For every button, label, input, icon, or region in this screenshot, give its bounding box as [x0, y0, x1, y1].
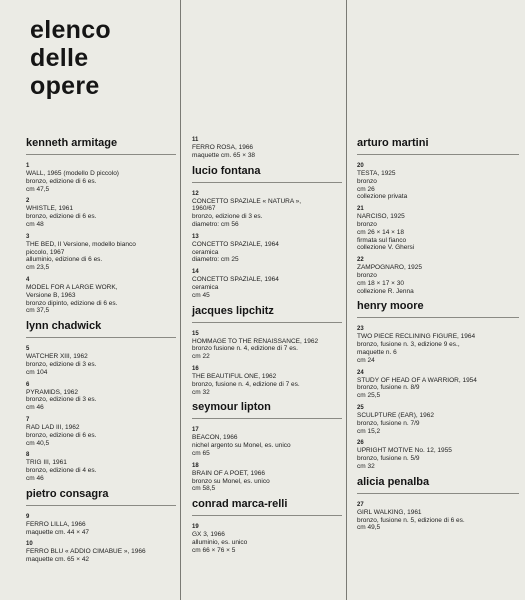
artwork-detail-line: FERRO LILLA, 1966: [26, 520, 86, 528]
artwork-number: 1: [26, 163, 30, 169]
artwork-number: 14: [192, 269, 199, 276]
artwork-number: 19: [192, 524, 199, 531]
artwork-detail-line: bronzo, edizione di 3 es.: [192, 213, 263, 221]
artwork-entry: [192, 233, 342, 264]
artwork-detail-line: cm 32: [192, 388, 210, 396]
artwork-entry: [26, 233, 176, 272]
artwork-detail-line: ZAMPOGNARO, 1925: [357, 264, 423, 272]
artwork-detail-line: cm 46: [26, 474, 44, 482]
artwork-detail-line: collezione privata: [357, 193, 408, 201]
column-3: [357, 136, 519, 536]
artwork-detail-line: UPRIGHT MOTIVE No. 12, 1955: [357, 447, 452, 455]
artwork-detail-line: cm 24: [357, 356, 375, 364]
artwork-detail-line: bronzo, fusione n. 4, edizione di 7 es.: [192, 380, 300, 388]
artwork-detail-line: cm 47,5: [26, 185, 50, 193]
artwork-detail-line: FERRO BLU « ADDIO CIMABUE », 1966: [26, 548, 146, 556]
artwork-entry: [192, 190, 342, 229]
artist-heading: jacques lipchitz: [192, 304, 342, 323]
artwork-entry: [357, 162, 519, 201]
artwork-entry: [26, 345, 176, 376]
artwork-detail-line: bronzo, fusione n. 7/9: [357, 419, 420, 427]
artist-heading: conrad marca-relli: [192, 497, 342, 516]
artwork-detail-line: cm 32: [357, 462, 375, 470]
artwork-detail-line: ceramica: [192, 248, 219, 256]
column-2: [192, 136, 342, 559]
artwork-detail-line: diametro: cm 25: [192, 256, 239, 264]
column-divider: [180, 0, 181, 600]
artwork-number: 27: [357, 501, 364, 508]
artwork-detail-line: WHISTLE, 1961: [26, 205, 73, 213]
artwork-detail-line: CONCETTO SPAZIALE, 1964: [192, 240, 279, 248]
artwork-number: 9: [26, 513, 30, 520]
title-line: elenco: [30, 16, 111, 44]
artwork-detail-line: maquette cm. 65 × 38: [192, 151, 256, 159]
page-title: [30, 16, 111, 100]
artwork-entry: [26, 381, 176, 412]
artwork-number: 21: [357, 206, 364, 213]
artwork-entry: [26, 540, 176, 564]
artwork-detail-line: cm 58,5: [192, 485, 216, 493]
artwork-detail-line: cm 25,5: [357, 392, 381, 400]
artwork-detail-line: TESTA, 1925: [357, 170, 396, 177]
artwork-detail-line: GX 3, 1966: [192, 531, 225, 539]
artwork-detail-line: bronzo, edizione di 3 es.: [26, 396, 97, 404]
artwork-detail-line: NARCISO, 1925: [357, 213, 405, 221]
artwork-number: 22: [357, 257, 364, 264]
artist-heading: alicia penalba: [357, 475, 519, 494]
artwork-detail-line: bronzo fusione n. 4, edizione di 7 es.: [192, 345, 298, 353]
artwork-number: 5: [26, 346, 30, 353]
artwork-entry: [26, 513, 176, 537]
artwork-detail-line: cm 40,5: [26, 439, 50, 447]
artist-heading: lucio fontana: [192, 164, 342, 183]
artwork-entry: [192, 330, 342, 361]
artwork-detail-line: RAD LAD III, 1962: [26, 423, 80, 431]
artwork-entry: [357, 205, 519, 252]
column-divider: [346, 0, 347, 600]
artwork-detail-line: bronzo, edizione di 4 es.: [26, 467, 97, 475]
artwork-number: 24: [357, 369, 364, 376]
artwork-entry: [26, 451, 176, 482]
artwork-detail-line: cm 23,5: [26, 264, 50, 272]
artwork-number: 4: [26, 276, 30, 283]
artwork-detail-line: SCULPTURE (EAR), 1962: [357, 411, 434, 419]
artwork-entry: [192, 365, 342, 396]
artwork-detail-line: WATCHER XIII, 1962: [26, 353, 88, 361]
artwork-detail-line: CONCETTO SPAZIALE, 1964: [192, 276, 279, 284]
artwork-number: 15: [192, 330, 199, 337]
artwork-detail-line: cm 66 × 76 × 5: [192, 546, 236, 554]
artwork-detail-line: bronzo, edizione di 3 es.: [26, 360, 97, 368]
artist-heading: pietro consagra: [26, 487, 176, 506]
artwork-detail-line: TRIG III, 1961: [26, 459, 67, 467]
artwork-entry: [357, 325, 519, 364]
artwork-number: 8: [26, 452, 30, 459]
artwork-detail-line: cm 26: [357, 185, 375, 193]
artwork-detail-line: bronzo, fusione n. 3, edizione 9 es.,: [357, 341, 460, 349]
artwork-entry: [26, 162, 176, 193]
artwork-number: 3: [26, 233, 30, 240]
artwork-detail-line: cm 104: [26, 368, 48, 376]
artwork-detail-line: cm 45: [192, 291, 210, 299]
artwork-detail-line: cm 65: [192, 449, 210, 457]
artwork-detail-line: alluminio, es. unico: [192, 538, 248, 546]
artwork-detail-line: GIRL WALKING, 1961: [357, 508, 422, 516]
artwork-detail-line: bronzo: [357, 271, 377, 279]
column-1: [26, 136, 176, 568]
artwork-detail-line: STUDY OF HEAD OF A WARRIOR, 1954: [357, 376, 477, 384]
artwork-entry: [26, 197, 176, 228]
artwork-detail-line: Versione B, 1963: [26, 291, 76, 299]
artwork-number: 10: [26, 541, 33, 548]
artwork-number: 20: [357, 163, 364, 169]
artwork-detail-line: THE BEAUTIFUL ONE, 1962: [192, 372, 277, 380]
artwork-detail-line: bronzo: [357, 220, 377, 228]
artwork-detail-line: MODEL FOR A LARGE WORK,: [26, 283, 118, 291]
artwork-detail-line: PYRAMIDS, 1962: [26, 388, 79, 396]
artwork-number: 7: [26, 416, 30, 423]
artwork-detail-line: cm 48: [26, 220, 44, 228]
artwork-number: 26: [357, 440, 364, 447]
artwork-detail-line: collezione R. Jenna: [357, 287, 414, 295]
artwork-detail-line: alluminio, edizione di 6 es.: [26, 256, 103, 264]
artwork-detail-line: bronzo, fusione n. 8/9: [357, 384, 420, 392]
artwork-number: 2: [26, 198, 30, 205]
title-line: delle: [30, 44, 89, 72]
artwork-number: 16: [192, 365, 199, 372]
artwork-detail-line: bronzo, fusione n. 5/9: [357, 455, 420, 463]
artwork-detail-line: nichel argento su Monel, es. unico: [192, 442, 291, 450]
artist-heading: henry moore: [357, 299, 519, 318]
artwork-detail-line: TWO PIECE RECLINING FIGURE, 1964: [357, 333, 476, 341]
artwork-detail-line: bronzo, fusione n. 5, edizione di 6 es.: [357, 516, 465, 524]
artwork-detail-line: bronzo, edizione di 6 es.: [26, 431, 97, 439]
artwork-entry: [192, 136, 342, 160]
artwork-number: 18: [192, 462, 199, 469]
artwork-detail-line: cm 18 × 17 × 30: [357, 279, 404, 287]
artwork-entry: [26, 276, 176, 315]
artwork-detail-line: bronzo, edizione di 6 es.: [26, 177, 97, 185]
artwork-detail-line: HOMMAGE TO THE RENAISSANCE, 1962: [192, 337, 319, 345]
artwork-detail-line: bronzo su Monel, es. unico: [192, 477, 270, 485]
artwork-entry: [357, 369, 519, 400]
artist-heading: arturo martini: [357, 136, 519, 155]
artwork-entry: [192, 523, 342, 554]
artwork-detail-line: maquette cm. 65 × 42: [26, 556, 90, 564]
artist-heading: seymour lipton: [192, 400, 342, 419]
artwork-number: 11: [192, 137, 199, 143]
artwork-entry: [192, 462, 342, 493]
artwork-detail-line: collezione V. Ghersi: [357, 244, 415, 252]
artist-heading: kenneth armitage: [26, 136, 176, 155]
title-line: opere: [30, 72, 100, 100]
artwork-detail-line: cm 15,2: [357, 427, 381, 435]
artwork-detail-line: maquette cm. 44 × 47: [26, 528, 90, 536]
artwork-number: 12: [192, 190, 199, 197]
artwork-detail-line: ceramica: [192, 283, 219, 291]
artwork-detail-line: diametro: cm 56: [192, 220, 239, 228]
artist-heading: lynn chadwick: [26, 319, 176, 338]
artwork-entry: [357, 404, 519, 435]
artwork-entry: [192, 426, 342, 457]
artwork-entry: [357, 256, 519, 295]
artwork-detail-line: CONCETTO SPAZIALE « NATURA »,: [192, 197, 302, 205]
artwork-entry: [357, 501, 519, 532]
artwork-detail-line: bronzo, edizione di 6 es.: [26, 213, 97, 221]
artwork-entry: [26, 416, 176, 447]
artwork-detail-line: 1960/67: [192, 205, 216, 213]
artwork-detail-line: bronzo: [357, 177, 377, 185]
artwork-number: 23: [357, 326, 364, 333]
artwork-entry: [192, 268, 342, 299]
artwork-number: 25: [357, 404, 364, 411]
artwork-number: 17: [192, 427, 199, 434]
artwork-detail-line: piccolo, 1967: [26, 248, 65, 256]
artwork-entry: [357, 439, 519, 470]
artwork-detail-line: cm 37,5: [26, 307, 50, 315]
artwork-detail-line: maquette n. 6: [357, 348, 397, 356]
artwork-detail-line: BRAIN OF A POET, 1966: [192, 469, 265, 477]
artwork-detail-line: WALL, 1965 (modello D piccolo): [26, 170, 119, 177]
artwork-detail-line: cm 26 × 14 × 18: [357, 228, 404, 236]
artwork-detail-line: BEACON, 1966: [192, 434, 238, 442]
artwork-detail-line: firmata sul fianco: [357, 236, 407, 244]
artwork-detail-line: bronzo dipinto, edizione di 6 es.: [26, 299, 118, 307]
artwork-detail-line: cm 46: [26, 404, 44, 412]
artwork-detail-line: THE BED, II Versione, modello bianco: [26, 240, 136, 248]
artwork-number: 13: [192, 233, 199, 240]
artwork-number: 6: [26, 381, 30, 388]
artwork-detail-line: cm 22: [192, 353, 210, 361]
artwork-detail-line: FERRO ROSA, 1966: [192, 144, 254, 151]
artwork-detail-line: cm 49,5: [357, 524, 381, 532]
